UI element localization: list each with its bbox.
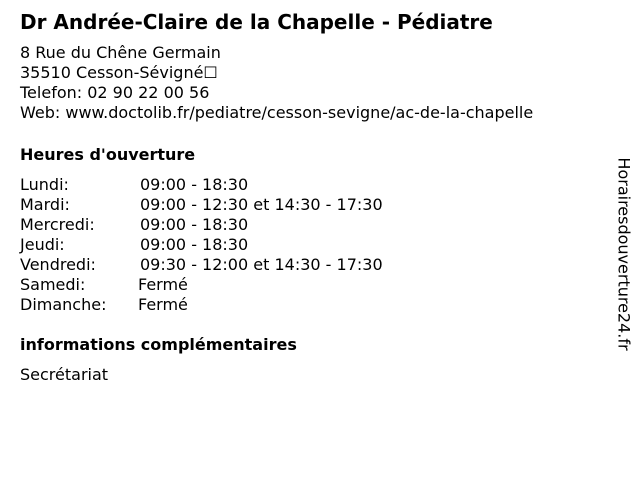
day-label: Lundi: (20, 175, 69, 194)
day-label: Jeudi: (20, 235, 65, 254)
day-label: Dimanche: (20, 295, 107, 314)
day-label: Samedi: (20, 275, 86, 294)
site-watermark (608, 136, 640, 372)
watermark-text: Horairesdouverture24.fr (614, 157, 634, 351)
time-value: 09:00 - 12:30 et 14:30 - 17:30 (140, 195, 383, 214)
info-text: Secrétariat (20, 365, 109, 384)
city-address: 35510 Cesson-Sévigné☐ (20, 63, 218, 82)
day-label: Mercredi: (20, 215, 95, 234)
address-block (20, 43, 533, 123)
street-address: 8 Rue du Chêne Germain (20, 43, 221, 62)
time-value: Fermé (138, 295, 188, 314)
time-value: Fermé (138, 275, 188, 294)
day-label: Mardi: (20, 195, 70, 214)
info-heading: informations complémentaires (20, 335, 297, 354)
day-label: Vendredi: (20, 255, 96, 274)
time-value: 09:30 - 12:00 et 14:30 - 17:30 (140, 255, 383, 274)
time-value: 09:00 - 18:30 (140, 175, 249, 194)
time-value: 09:00 - 18:30 (140, 215, 249, 234)
hours-heading: Heures d'ouverture (20, 145, 196, 164)
time-value: 09:00 - 18:30 (140, 235, 249, 254)
phone-number: Telefon: 02 90 22 00 56 (20, 83, 210, 102)
page-title: Dr Andrée-Claire de la Chapelle - Pédiatre (20, 10, 493, 34)
website-link[interactable]: Web: www.doctolib.fr/pediatre/cesson-sevigne/ac-de-la-chapelle (20, 103, 534, 122)
